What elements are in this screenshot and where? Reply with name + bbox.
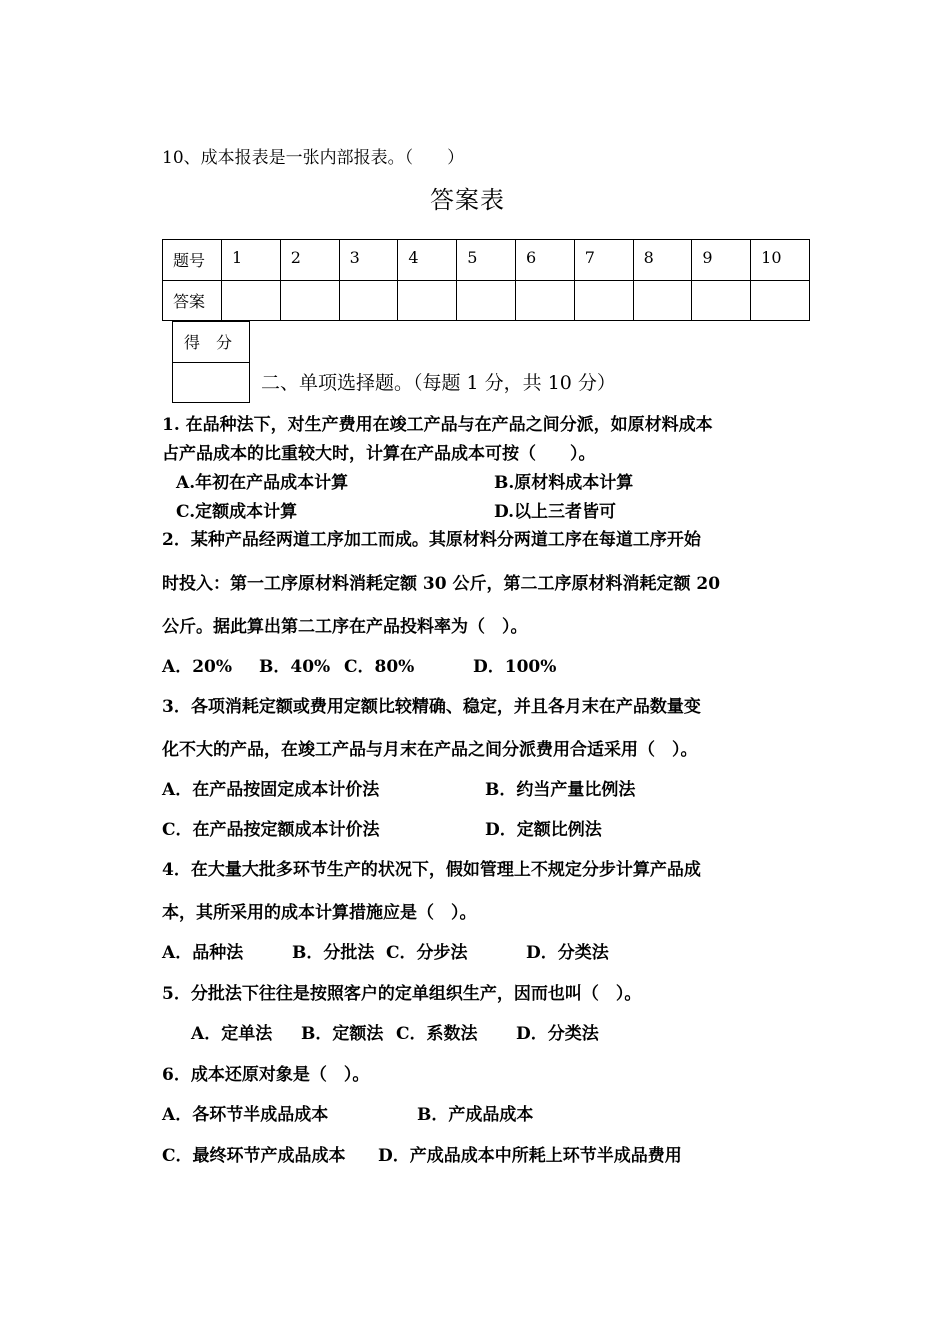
question-number-cell: 7 [574, 240, 633, 281]
question-4-option-a: A．品种法 [162, 943, 244, 963]
answer-cell[interactable] [280, 280, 339, 321]
question-1-option-b: B.原材料成本计算 [494, 473, 634, 493]
question-5-option-a: A．定单法 [191, 1024, 273, 1044]
answer-cell[interactable] [398, 280, 457, 321]
question-number-cell: 9 [692, 240, 751, 281]
question-number-cell: 2 [280, 240, 339, 281]
question-6-option-b: B．产成品成本 [417, 1105, 534, 1125]
answer-cell[interactable] [633, 280, 692, 321]
question-1-option-a: A.年初在产品成本计算 [176, 473, 349, 493]
question-3-option-b: B．约当产量比例法 [485, 780, 636, 800]
answer-table-header-row [163, 240, 810, 281]
question-1-line-2: 占产品成本的比重较大时，计算在产品成本可按（ ）。 [162, 444, 596, 464]
question-5-option-b: B．定额法 [301, 1024, 384, 1044]
question-1-option-c: C.定额成本计算 [176, 502, 298, 522]
question-5-line-1: 5．分批法下往往是按照客户的定单组织生产，因而也叫（ ）。 [162, 984, 642, 1004]
question-5-option-c: C．系数法 [396, 1024, 478, 1044]
answer-cell[interactable] [692, 280, 751, 321]
question-3-option-a: A．在产品按固定成本计价法 [162, 780, 380, 800]
question-3-option-c: C．在产品按定额成本计价法 [162, 820, 380, 840]
question-4-line-2: 本，其所采用的成本计算措施应是（ ）。 [162, 903, 477, 923]
question-number-cell: 5 [457, 240, 516, 281]
section-2-heading: 二、单项选择题。（每题 1 分，共 10 分） [261, 372, 616, 394]
question-6-option-d: D．产成品成本中所耗上环节半成品费用 [378, 1146, 682, 1166]
question-4-option-b: B．分批法 [292, 943, 375, 963]
question-2-line-1: 2．某种产品经两道工序加工而成。其原材料分两道工序在每道工序开始 [162, 530, 701, 550]
question-4-option-d: D．分类法 [526, 943, 609, 963]
answer-table-answer-row [163, 280, 810, 321]
answer-table-title: 答案表 [430, 186, 505, 214]
question-3-option-d: D．定额比例法 [485, 820, 602, 840]
question-number-cell: 3 [339, 240, 398, 281]
question-4-line-1: 4．在大量大批多环节生产的状况下，假如管理上不规定分步计算产品成 [162, 860, 701, 880]
answer-cell[interactable] [574, 280, 633, 321]
question-number-cell: 10 [751, 240, 810, 281]
answer-cell[interactable] [339, 280, 398, 321]
question-number-label: 题号 [163, 240, 222, 281]
question-5-option-d: D．分类法 [516, 1024, 599, 1044]
question-number-cell: 6 [515, 240, 574, 281]
question-4-option-c: C．分步法 [386, 943, 468, 963]
answer-cell[interactable] [457, 280, 516, 321]
score-input-cell[interactable] [173, 363, 249, 403]
question-number-cell: 1 [222, 240, 281, 281]
score-box [172, 321, 250, 403]
question-6-option-c: C．最终环节产成品成本 [162, 1146, 346, 1166]
question-6-line-1: 6．成本还原对象是（ ）。 [162, 1065, 370, 1085]
question-1-option-d: D.以上三者皆可 [494, 502, 617, 522]
answer-label: 答案 [163, 280, 222, 321]
question-10-true-false: 10、成本报表是一张内部报表。（ ） [162, 148, 465, 168]
answer-cell[interactable] [751, 280, 810, 321]
question-number-cell: 4 [398, 240, 457, 281]
question-2-option-d: D．100% [473, 657, 557, 677]
question-2-option-c: C．80% [344, 657, 415, 677]
answer-cell[interactable] [515, 280, 574, 321]
question-2-option-a: A．20% [162, 657, 233, 677]
question-2-line-2: 时投入：第一工序原材料消耗定额 30 公斤，第二工序原材料消耗定额 20 [162, 574, 721, 594]
question-2-option-b: B．40% [259, 657, 331, 677]
question-1-line-1: 1. 在品种法下，对生产费用在竣工产品与在产品之间分派，如原材料成本 [162, 415, 713, 435]
answer-cell[interactable] [222, 280, 281, 321]
score-label: 得 分 [173, 322, 249, 363]
question-2-line-3: 公斤。据此算出第二工序在产品投料率为（ ）。 [162, 617, 528, 637]
question-6-option-a: A．各环节半成品成本 [162, 1105, 329, 1125]
question-3-line-2: 化不大的产品，在竣工产品与月末在产品之间分派费用合适采用（ ）。 [162, 740, 698, 760]
question-3-line-1: 3．各项消耗定额或费用定额比较精确、稳定，并且各月末在产品数量变 [162, 697, 701, 717]
answer-table [162, 239, 810, 321]
question-number-cell: 8 [633, 240, 692, 281]
